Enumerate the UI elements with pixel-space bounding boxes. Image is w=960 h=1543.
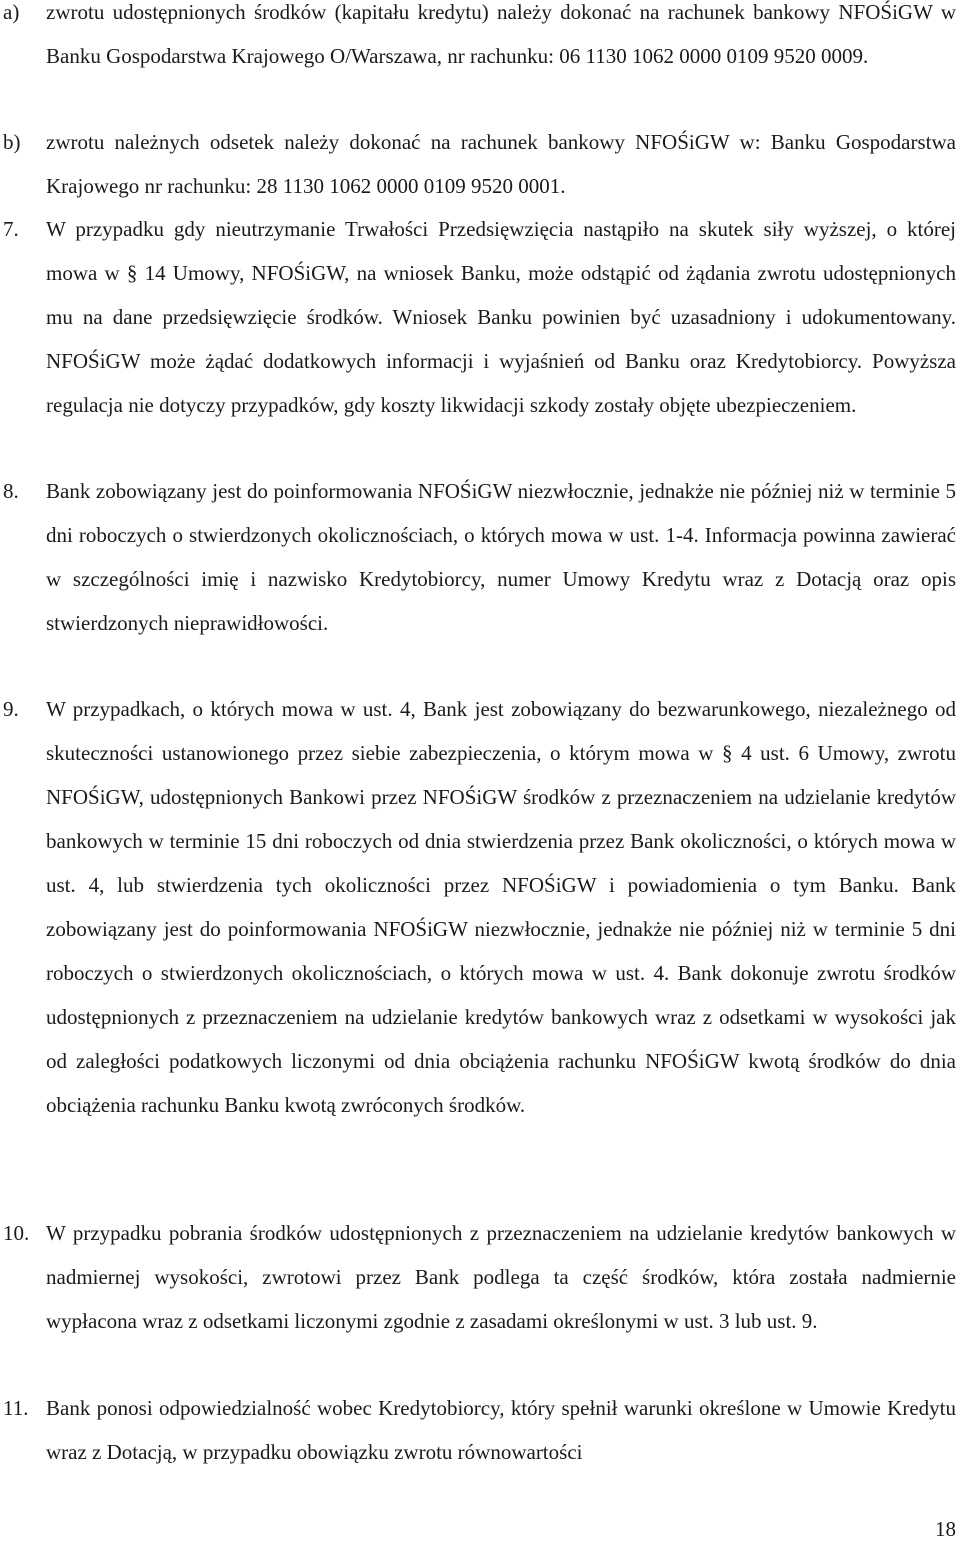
list-item-b bbox=[0, 120, 956, 208]
list-item-a bbox=[0, 0, 956, 78]
item-marker: 7. bbox=[3, 217, 19, 241]
list-item-8 bbox=[0, 469, 956, 645]
item-marker: a) bbox=[3, 0, 20, 24]
item-text: Bank ponosi odpowiedzialność wobec Kredytobiorcy, który spełnił warunki określone w Umowie Kredytu wraz z Dotacją, w przypadku obowiązku zwrotu równowartości bbox=[46, 1396, 956, 1464]
item-marker: 11. bbox=[3, 1396, 29, 1420]
item-marker: b) bbox=[3, 130, 21, 154]
item-marker: 8. bbox=[3, 479, 19, 503]
list-item-7 bbox=[0, 207, 956, 427]
list-item-9 bbox=[0, 687, 956, 1127]
item-marker: 9. bbox=[3, 697, 19, 721]
item-marker: 10. bbox=[3, 1221, 30, 1245]
item-text: Bank zobowiązany jest do poinformowania NFOŚiGW niezwłocznie, jednakże nie później niż w terminie 5 dni roboczych o stwierdzonych okolicznościach, o których mowa w ust. 1-4. Informacja powinna zawierać w szczególności imię i nazwisko Kredytobiorcy, numer Umowy Kredytu wraz z Dotacją oraz opis stwierdzonych nieprawidłowości. bbox=[46, 479, 956, 635]
item-text: W przypadkach, o których mowa w ust. 4, Bank jest zobowiązany do bezwarunkowego, niezależnego od skuteczności ustanowionego przez siebie zabezpieczenia, o którym mowa w § 4 ust. 6 Umowy, zwrotu NFOŚiGW, udostępnionych Bankowi przez NFOŚiGW środków z przeznaczeniem na udzielanie kredytów bankowych w terminie 15 dni roboczych od dnia stwierdzenia przez Bank okoliczności, o których mowa w ust. 4, lub stwierdzenia tych okoliczności przez NFOŚiGW i powiadomienia o tym Banku. Bank zobowiązany jest do poinformowania NFOŚiGW niezwłocznie, jednakże nie później niż w terminie 5 dni roboczych o stwierdzonych okolicznościach, o których mowa w ust. 4. Bank dokonuje zwrotu środków udostępnionych z przeznaczeniem na udzielanie kredytów bankowych wraz z odsetkami w wysokości jak od zaległości podatkowych liczonymi od dnia obciążenia rachunku NFOŚiGW kwotą środków do dnia obciążenia rachunku Banku kwotą zwróconych środków. bbox=[46, 697, 956, 1117]
page-number: 18 bbox=[935, 1517, 956, 1541]
item-text: W przypadku pobrania środków udostępnionych z przeznaczeniem na udzielanie kredytów bankowych w nadmiernej wysokości, zwrotowi przez Bank podlega ta część środków, która została nadmiernie wypłacona wraz z odsetkami liczonymi zgodnie z zasadami określonymi w ust. 3 lub ust. 9. bbox=[46, 1221, 956, 1333]
item-text: W przypadku gdy nieutrzymanie Trwałości Przedsięwzięcia nastąpiło na skutek siły wyższej, o której mowa w § 14 Umowy, NFOŚiGW, na wniosek Banku, może odstąpić od żądania zwrotu udostępnionych mu na dane przedsięwzięcie środków. Wniosek Banku powinien być uzasadniony i udokumentowany. NFOŚiGW może żądać dodatkowych informacji i wyjaśnień od Banku oraz Kredytobiorcy. Powyższa regulacja nie dotyczy przypadków, gdy koszty likwidacji szkody zostały objęte ubezpieczeniem. bbox=[46, 217, 956, 417]
item-text: zwrotu należnych odsetek należy dokonać na rachunek bankowy NFOŚiGW w: Banku Gospodarstwa Krajowego nr rachunku: 28 1130 1062 0000 0109 9520 0001. bbox=[46, 130, 956, 198]
item-text: zwrotu udostępnionych środków (kapitału kredytu) należy dokonać na rachunek bankowy NFOŚiGW w Banku Gospodarstwa Krajowego O/Warszawa, nr rachunku: 06 1130 1062 0000 0109 9520 0009. bbox=[46, 0, 956, 68]
list-item-11 bbox=[0, 1386, 956, 1474]
list-item-10 bbox=[0, 1211, 956, 1343]
